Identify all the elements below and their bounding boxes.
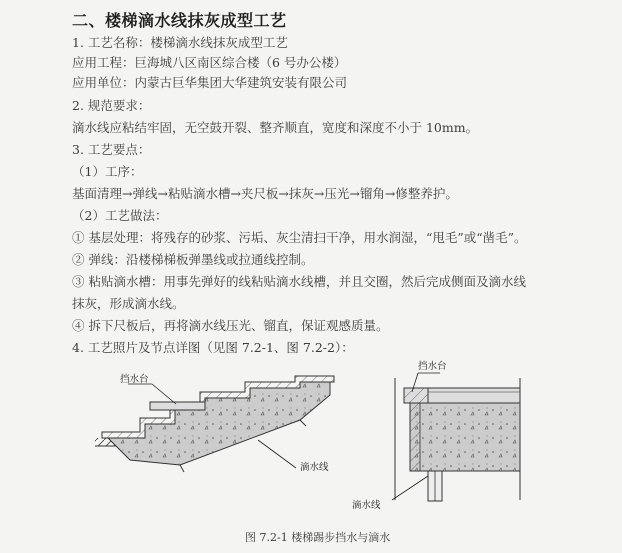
water-curb-block	[404, 388, 428, 403]
label-water-curb-right: 挡水台	[418, 361, 447, 372]
text-line: （2）工艺做法：	[72, 208, 168, 223]
left-stair-section	[95, 373, 334, 473]
label-drip-line-left: 滴水线	[300, 462, 329, 473]
label-water-curb-left: 挡水台	[120, 374, 149, 385]
text-line: 抹灰，形成滴水线。	[72, 296, 185, 311]
text-line: ② 弹线：沿楼梯梯板弹墨线或拉通线控制。	[72, 252, 314, 267]
text-line: 基面清理→弹线→粘贴滴水槽→夹尺板→抹灰→压光→镏角→修整养护。	[72, 186, 458, 201]
text-line: 1. 工艺名称：楼梯滴水线抹灰成型工艺	[72, 35, 288, 50]
text-line: ① 基层处理：将残存的砂浆、污垢、灰尘清扫干净，用水润湿，“甩毛”或“凿毛”。	[72, 230, 527, 245]
water-curb	[150, 402, 205, 410]
text-line: ③ 粘贴滴水槽：用事先弹好的线粘贴滴水线槽，并且交圈，然后完成侧面及滴水线	[72, 274, 526, 289]
figure-caption: 图 7.2-1 楼梯踢步挡水与滴水	[245, 531, 391, 544]
text-line: 应用单位：内蒙古巨华集团大华建筑安装有限公司	[72, 75, 348, 90]
text-line: 3. 工艺要点：	[72, 142, 151, 157]
text-line: 2. 规范要求：	[72, 98, 151, 113]
text-line: （1）工序：	[72, 164, 143, 179]
right-detail-section	[352, 360, 520, 511]
label-drip-line-right: 滴水线	[352, 500, 381, 511]
text-line: 4. 工艺照片及节点详图（见图 7.2-1、图 7.2-2）：	[72, 340, 354, 355]
text-line: 应用工程：巨海城八区南区综合楼（6 号办公楼）	[72, 55, 347, 70]
text-line: ④ 拆下尺板后，再将滴水线压光、镏直，保证观感质量。	[72, 318, 389, 333]
section-title: 二、楼梯滴水线抹灰成型工艺	[72, 11, 287, 30]
text-line: 滴水线应粘结牢固，无空鼓开裂、整齐顺直，宽度和深度不小于 10mm。	[72, 120, 479, 135]
